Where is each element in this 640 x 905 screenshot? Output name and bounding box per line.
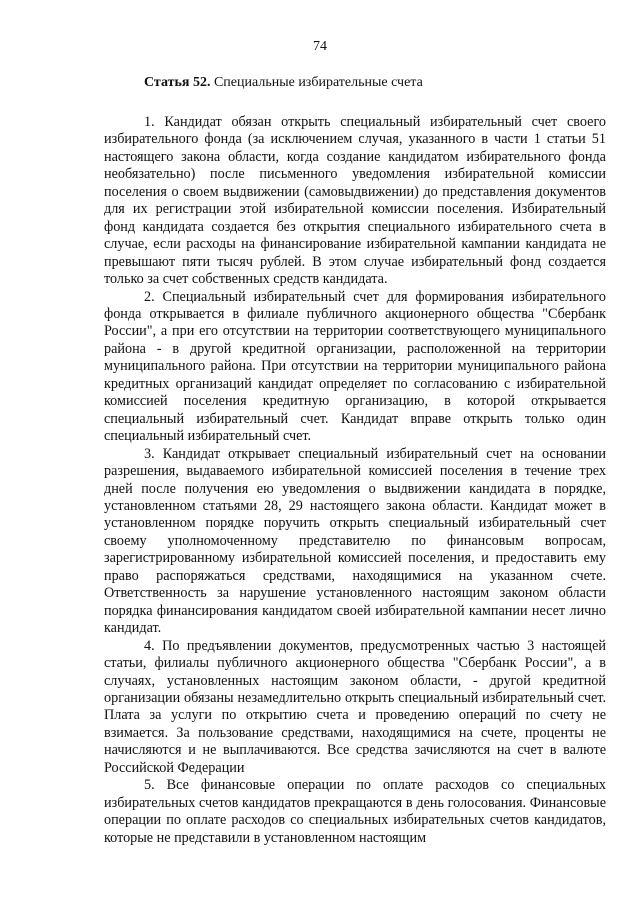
paragraph-4: 4. По предъявлении документов, предусмотренных частью 3 настоящей статьи, филиалы публичного акционерного общества "Сбербанк России", а в случаях, установленных настоящим законом области, - другой кредитной организации обязаны незамедлительно открыть специальный избирательный счет. Плата за услуги по открытию счета и проведению операций по счету не взимается. За пользование средствами, находящимися на счете, проценты не начисляются и не выплачиваются. Все средства зачисляются на счет в валюте Российской Федерации [104, 637, 606, 776]
paragraph-3: 3. Кандидат открывает специальный избирательный счет на основании разрешения, выдаваемого избирательной комиссией поселения в течение трех дней после получения ею уведомления о выдвижении кандидата в порядке, установленном статьями 28, 29 настоящего закона области. Кандидат может в установленном порядке поручить открыть специальный избирательный счет своему уполномоченному представителю по финансовым вопросам, зарегистрированному избирательной комиссией поселения, и предоставить ему право распоряжаться средствами, находящимися на указанном счете. Ответственность за нарушение установленного настоящим законом области порядка финансирования кандидатом своей избирательной кампании несет лично кандидат. [104, 445, 606, 637]
paragraph-2: 2. Специальный избирательный счет для формирования избирательного фонда открывается в филиале публичного акционерного общества "Сбербанк России", а при его отсутствии на территории соответствующего муниципального района - в другой кредитной организации, расположенной на территории муниципального района. При отсутствии на территории муниципального района кредитных организаций кандидат определяет по согласованию с избирательной комиссией поселения кредитную организацию, в которой открывается специальный избирательный счет. Кандидат вправе открыть только один специальный избирательный счет. [104, 288, 606, 445]
paragraph-1: 1. Кандидат обязан открыть специальный избирательный счет своего избирательного фонда (за исключением случая, указанного в части 1 статьи 51 настоящего закона области, когда создание кандидатом избирательного фонда необязательно) после письменного уведомления избирательной комиссии поселения о своем выдвижении (самовыдвижении) до представления документов для их регистрации этой избирательной комиссии поселения. Избирательный фонд кандидата создается без открытия специального избирательного счета в случае, если расходы на финансирование избирательной кампании кандидата не превышают пяти тысяч рублей. В этом случае избирательный фонд создается только за счет собственных средств кандидата. [104, 114, 606, 288]
page-number: 74 [313, 39, 327, 54]
article-heading [144, 74, 423, 92]
paragraph-5: 5. Все финансовые операции по оплате расходов со специальных избирательных счетов кандидатов прекращаются в день голосования. Финансовые операции по оплате расходов со специальных избирательных счетов кандидатов, которые не представили в установленном настоящим [104, 777, 606, 846]
article-number: Статья 52. [144, 75, 211, 90]
article-title: Специальные избирательные счета [213, 75, 423, 90]
article-body [104, 114, 606, 847]
